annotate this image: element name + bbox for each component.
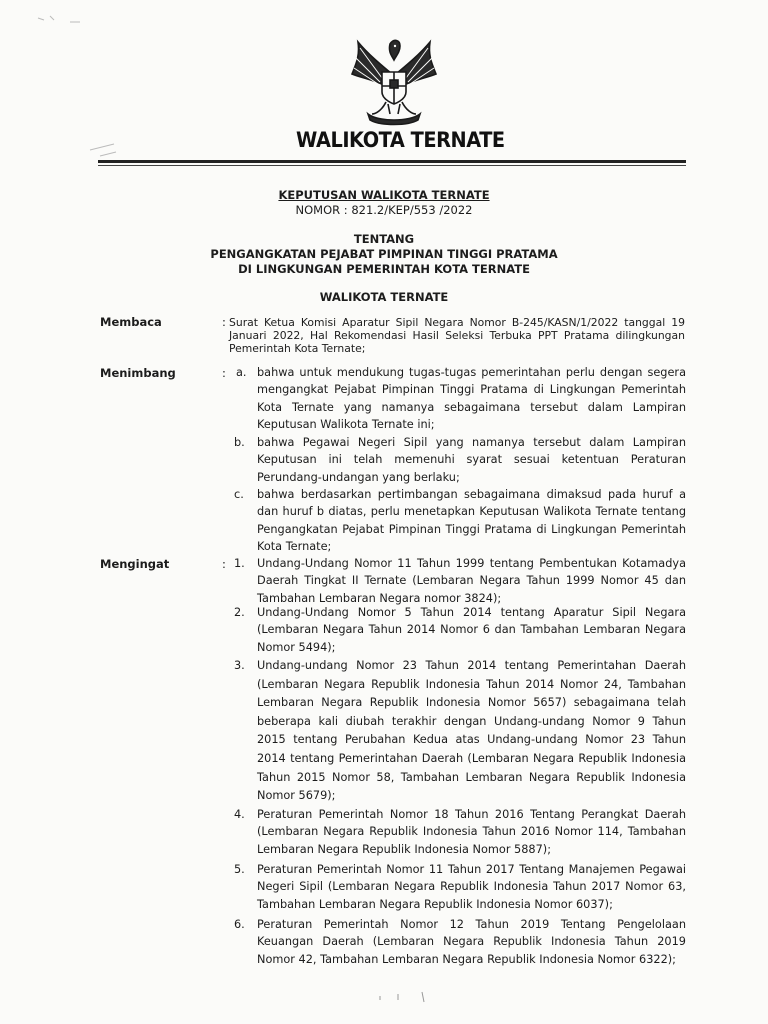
mengingat-item-5: Peraturan Pemerintah Nomor 11 Tahun 2017 Tentang Manajemen Pegawai Negeri Sipil (Lembaran Negara Republik Indonesia Tahun 2017 Nomor 63, Tambahan Lembaran Negara Republik Indonesia Nomor 6037);: [257, 863, 686, 911]
menimbang-item-c: bahwa berdasarkan pertimbangan sebagaimana dimaksud pada huruf a dan huruf b diatas, perlu menetapkan Keputusan Walikota Ternate tentang Pengangkatan Pejabat Pimpinan Tinggi Pratama di Lingkungan Pemerintah Kota Ternate;: [257, 488, 686, 554]
mengingat-marker-1: 1.: [234, 557, 245, 570]
mengingat-marker-2: 2.: [234, 606, 245, 619]
mengingat-marker-3: 3.: [234, 659, 245, 672]
scan-artifact-marks: [30, 10, 120, 170]
membaca-colon: :: [222, 315, 226, 329]
menimbang-marker-c: c.: [234, 488, 244, 501]
menimbang-marker-b: b.: [234, 436, 245, 449]
mengingat-item-2: Undang-Undang Nomor 5 Tahun 2014 tentang Aparatur Sipil Negara (Lembaran Negara Tahun 2014 Nomor 6 dan Tambahan Lembaran Negara Nomor 5494);: [257, 606, 686, 654]
mengingat-marker-5: 5.: [234, 863, 245, 876]
membaca-label: Membaca: [100, 315, 162, 329]
mengingat-item-1: Undang-Undang Nomor 11 Tahun 1999 tentang Pembentukan Kotamadya Daerah Tingkat II Ternate (Lembaran Negara Tahun 1999 Nomor 45 dan Tambahan Lembaran Negara nomor 3824);: [257, 557, 686, 605]
menimbang-label: Menimbang: [100, 366, 176, 380]
menimbang-marker-a: a.: [236, 366, 247, 379]
membaca-text: Surat Ketua Komisi Aparatur Sipil Negara Nomor B-245/KASN/1/2022 tanggal 19 Januari 2022, Hal Rekomendasi Hasil Seleksi Terbuka PPT Pratama dilingkungan Pemerintah Kota Ternate;: [229, 316, 685, 355]
letterhead-divider: [98, 160, 686, 163]
mengingat-label: Mengingat: [100, 557, 170, 571]
decree-title: KEPUTUSAN WALIKOTA TERNATE: [278, 188, 490, 202]
decree-about-label: TENTANG: [353, 232, 415, 246]
menimbang-item-a: bahwa untuk mendukung tugas-tugas pemerintahan perlu dengan segera mengangkat Pejabat Pimpinan Tinggi Pratama di Lingkungan Pemerintah Kota Ternate yang namanya sebagaimana tersebut dalam Lampiran Keputusan Walikota Ternate ini;: [257, 366, 686, 432]
garuda-emblem-icon: [346, 34, 442, 126]
mengingat-item-3: Undang-undang Nomor 23 Tahun 2014 tentang Pemerintahan Daerah (Lembaran Negara Republik Indonesia Tahun 2014 Nomor 24, Tambahan Lembaran Negara Republik Indonesia Nomor 5657) sebagaimana telah beberapa kali diubah terakhir dengan Undang-undang Nomor 9 Tahun 2015 tentang Perubahan Kedua atas Undang-undang Nomor 23 Tahun 2014 tentang Pemerintahan Daerah (Lembaran Negara Republik Indonesia Tahun 2015 Nomor 58, Tambahan Lembaran Negara Republik Indonesia Nomor 5679);: [257, 659, 686, 803]
decree-number: NOMOR : 821.2/KEP/553 /2022: [295, 203, 473, 217]
decree-subject-line2: DI LINGKUNGAN PEMERINTAH KOTA TERNATE: [238, 262, 530, 276]
decree-issuer: WALIKOTA TERNATE: [319, 290, 449, 304]
mengingat-marker-4: 4.: [234, 808, 245, 821]
mengingat-item-6: Peraturan Pemerintah Nomor 12 Tahun 2019 Tentang Pengelolaan Keuangan Daerah (Lembaran Negara Republik Indonesia Tahun 2019 Nomor 42, Tambahan Lembaran Negara Republik Indonesia Nomor 6322);: [257, 918, 686, 966]
letterhead-divider-thin: [98, 165, 686, 166]
mengingat-colon: :: [222, 557, 226, 571]
mengingat-item-4: Peraturan Pemerintah Nomor 18 Tahun 2016 Tentang Perangkat Daerah (Lembaran Negara Republik Indonesia Tahun 2016 Nomor 114, Tambahan Lembaran Negara Republik Indonesia Nomor 5887);: [257, 808, 686, 856]
menimbang-item-b: bahwa Pegawai Negeri Sipil yang namanya tersebut dalam Lampiran Keputusan ini telah memenuhi syarat sesuai ketentuan Peraturan Perundang-undangan yang berlaku;: [257, 436, 686, 484]
mengingat-marker-6: 6.: [234, 918, 245, 931]
scan-artifact-bottom: [376, 990, 436, 1010]
menimbang-colon: :: [222, 366, 226, 380]
letterhead-title: WALIKOTA TERNATE: [296, 128, 505, 152]
decree-subject-line1: PENGANGKATAN PEJABAT PIMPINAN TINGGI PRATAMA: [210, 247, 558, 261]
